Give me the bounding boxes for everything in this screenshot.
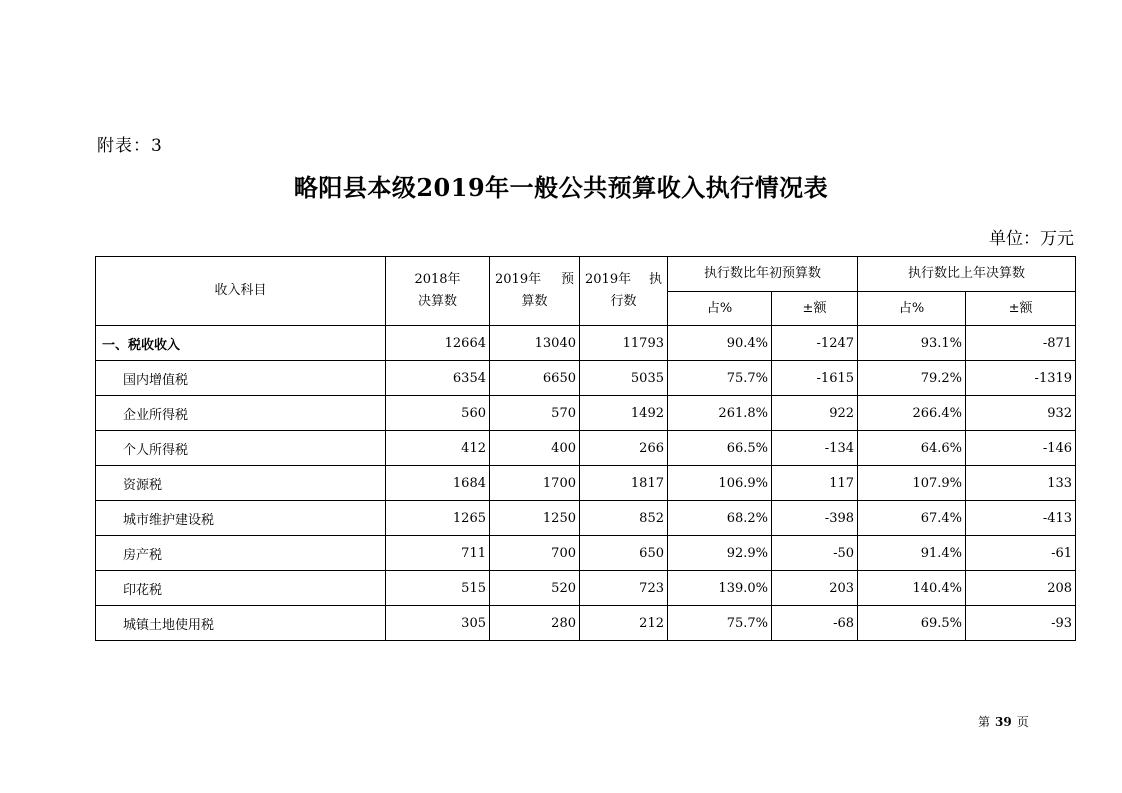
cell-pct-budget: 75.7% [668, 606, 772, 641]
cell-2019-budget: 570 [490, 396, 580, 431]
cell-pct-last: 91.4% [858, 536, 966, 571]
cell-2018-final: 560 [386, 396, 490, 431]
table-row [96, 361, 1076, 396]
cell-pct-last: 266.4% [858, 396, 966, 431]
cell-2019-exec: 852 [580, 501, 668, 536]
cell-diff-budget: 117 [772, 466, 858, 501]
cell-pct-last: 67.4% [858, 501, 966, 536]
cell-pct-budget: 106.9% [668, 466, 772, 501]
cell-diff-budget: -1615 [772, 361, 858, 396]
page-number-value: 39 [995, 715, 1012, 729]
cell-diff-budget: 922 [772, 396, 858, 431]
table-body [96, 326, 1076, 641]
row-item-name: 城镇土地使用税 [96, 606, 386, 641]
cell-2019-budget: 13040 [490, 326, 580, 361]
cell-diff-budget: -50 [772, 536, 858, 571]
cell-diff-last: 133 [966, 466, 1076, 501]
cell-diff-budget: 203 [772, 571, 858, 606]
cell-2018-final: 515 [386, 571, 490, 606]
header-2019-budget-year: 2019年 [495, 272, 542, 287]
header-group-vs-last-year: 执行数比上年决算数 [858, 257, 1076, 292]
header-amount-budget: ±额 [772, 292, 858, 326]
row-item-name: 企业所得税 [96, 396, 386, 431]
header-2019-budget-label: 算数 [521, 294, 548, 309]
table-row [96, 606, 1076, 641]
cell-diff-budget: -134 [772, 431, 858, 466]
cell-2019-exec: 650 [580, 536, 668, 571]
cell-diff-budget: -1247 [772, 326, 858, 361]
cell-2019-exec: 723 [580, 571, 668, 606]
cell-pct-last: 64.6% [858, 431, 966, 466]
header-amount-last: ±额 [966, 292, 1076, 326]
table-row [96, 501, 1076, 536]
cell-pct-last: 107.9% [858, 466, 966, 501]
table-row [96, 396, 1076, 431]
cell-pct-budget: 139.0% [668, 571, 772, 606]
header-2018-final [386, 257, 490, 326]
page-prefix: 第 [978, 715, 991, 729]
cell-pct-last: 79.2% [858, 361, 966, 396]
cell-diff-budget: -398 [772, 501, 858, 536]
page-title: 略阳县本级2019年一般公共预算收入执行情况表 [293, 173, 829, 202]
row-item-name: 房产税 [96, 536, 386, 571]
table-row [96, 536, 1076, 571]
cell-2018-final: 305 [386, 606, 490, 641]
cell-2019-budget: 1250 [490, 501, 580, 536]
cell-2018-final: 6354 [386, 361, 490, 396]
cell-diff-last: -146 [966, 431, 1076, 466]
cell-2019-budget: 400 [490, 431, 580, 466]
cell-pct-budget: 92.9% [668, 536, 772, 571]
cell-2019-budget: 6650 [490, 361, 580, 396]
cell-pct-budget: 75.7% [668, 361, 772, 396]
cell-diff-last: -871 [966, 326, 1076, 361]
header-2019-exec [580, 257, 668, 326]
cell-diff-last: -93 [966, 606, 1076, 641]
header-group-vs-budget: 执行数比年初预算数 [668, 257, 858, 292]
cell-diff-last: -413 [966, 501, 1076, 536]
header-2019-budget [490, 257, 580, 326]
cell-2019-exec: 5035 [580, 361, 668, 396]
row-item-name: 一、税收收入 [96, 326, 386, 361]
row-item-name: 资源税 [96, 466, 386, 501]
cell-2019-budget: 1700 [490, 466, 580, 501]
unit-label: 单位：万元 [989, 229, 1074, 249]
cell-2018-final: 711 [386, 536, 490, 571]
row-item-name: 国内增值税 [96, 361, 386, 396]
cell-diff-budget: -68 [772, 606, 858, 641]
cell-2019-exec: 1817 [580, 466, 668, 501]
table-row [96, 466, 1076, 501]
cell-pct-budget: 261.8% [668, 396, 772, 431]
table-row [96, 326, 1076, 361]
table-row [96, 431, 1076, 466]
cell-2019-budget: 520 [490, 571, 580, 606]
page-suffix: 页 [1016, 715, 1029, 729]
header-2018-year: 2018年 [414, 272, 461, 287]
cell-2018-final: 412 [386, 431, 490, 466]
cell-pct-budget: 90.4% [668, 326, 772, 361]
cell-pct-last: 93.1% [858, 326, 966, 361]
cell-diff-last: 208 [966, 571, 1076, 606]
attachment-label: 附表：3 [97, 136, 163, 156]
page-number [978, 713, 1029, 730]
row-item-name: 城市维护建设税 [96, 501, 386, 536]
cell-diff-last: -1319 [966, 361, 1076, 396]
header-2019-exec-label: 行数 [610, 294, 637, 309]
row-item-name: 印花税 [96, 571, 386, 606]
cell-pct-last: 69.5% [858, 606, 966, 641]
cell-diff-last: 932 [966, 396, 1076, 431]
cell-pct-last: 140.4% [858, 571, 966, 606]
header-pct-budget: 占% [668, 292, 772, 326]
header-pct-last: 占% [858, 292, 966, 326]
cell-2019-exec: 212 [580, 606, 668, 641]
header-2019-exec-char: 执 [648, 272, 662, 287]
cell-2018-final: 1265 [386, 501, 490, 536]
cell-2019-exec: 1492 [580, 396, 668, 431]
cell-pct-budget: 66.5% [668, 431, 772, 466]
row-item-name: 个人所得税 [96, 431, 386, 466]
cell-2018-final: 1684 [386, 466, 490, 501]
cell-2019-exec: 11793 [580, 326, 668, 361]
budget-table [95, 256, 1076, 641]
cell-pct-budget: 68.2% [668, 501, 772, 536]
table-header [96, 257, 1076, 326]
header-2019-budget-char: 预 [560, 272, 574, 287]
cell-2019-budget: 280 [490, 606, 580, 641]
cell-2019-exec: 266 [580, 431, 668, 466]
header-2019-exec-year: 2019年 [585, 272, 632, 287]
header-item: 收入科目 [96, 257, 386, 326]
cell-diff-last: -61 [966, 536, 1076, 571]
table-row [96, 571, 1076, 606]
cell-2018-final: 12664 [386, 326, 490, 361]
cell-2019-budget: 700 [490, 536, 580, 571]
header-2018-label: 决算数 [417, 294, 457, 309]
